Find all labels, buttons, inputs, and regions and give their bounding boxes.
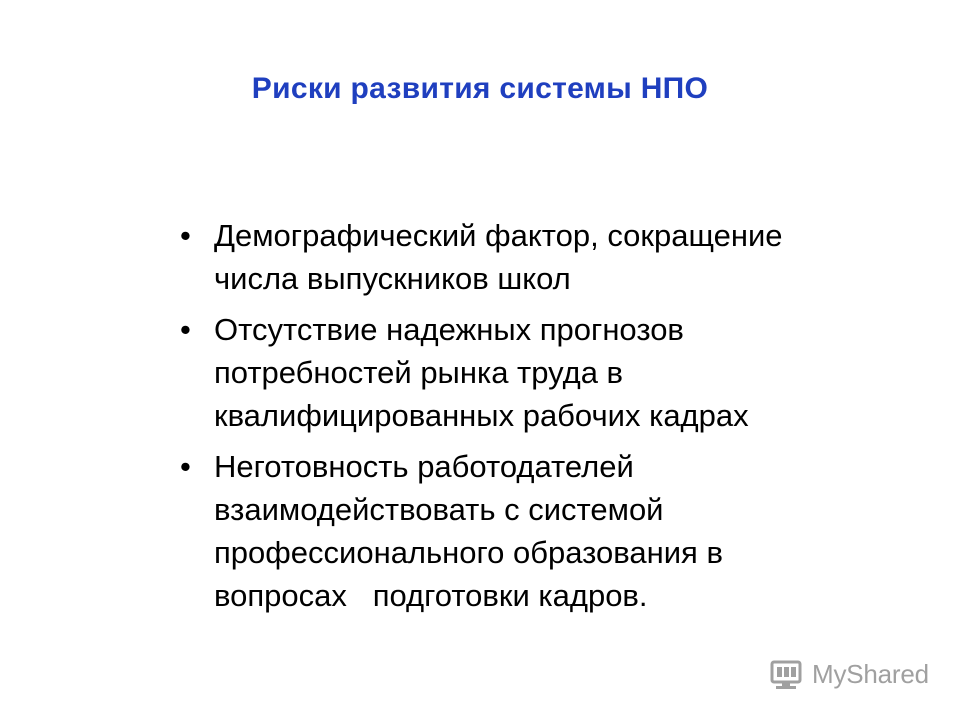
bullet-dot: •	[180, 449, 191, 484]
list-item	[180, 214, 910, 300]
list-item	[180, 308, 910, 437]
myshared-logo-icon	[768, 656, 806, 692]
watermark[interactable]	[768, 654, 929, 694]
bullet-text: Неготовность работодателей взаимодействовать с системой профессионального образования в вопросах подготовки кадров.	[214, 449, 723, 613]
bullet-text: Отсутствие надежных прогнозов потребностей рынка труда в квалифицированных рабочих кадрах	[214, 312, 749, 433]
slide-title: Риски развития системы НПО	[251, 72, 709, 105]
bullet-text: Демографический фактор, сокращение числа выпускников школ	[214, 218, 783, 296]
list-item	[180, 445, 910, 617]
bullet-dot: •	[180, 312, 191, 347]
watermark-text: MyShared	[812, 658, 929, 689]
bullet-list	[180, 214, 910, 625]
bullet-dot: •	[180, 218, 191, 253]
